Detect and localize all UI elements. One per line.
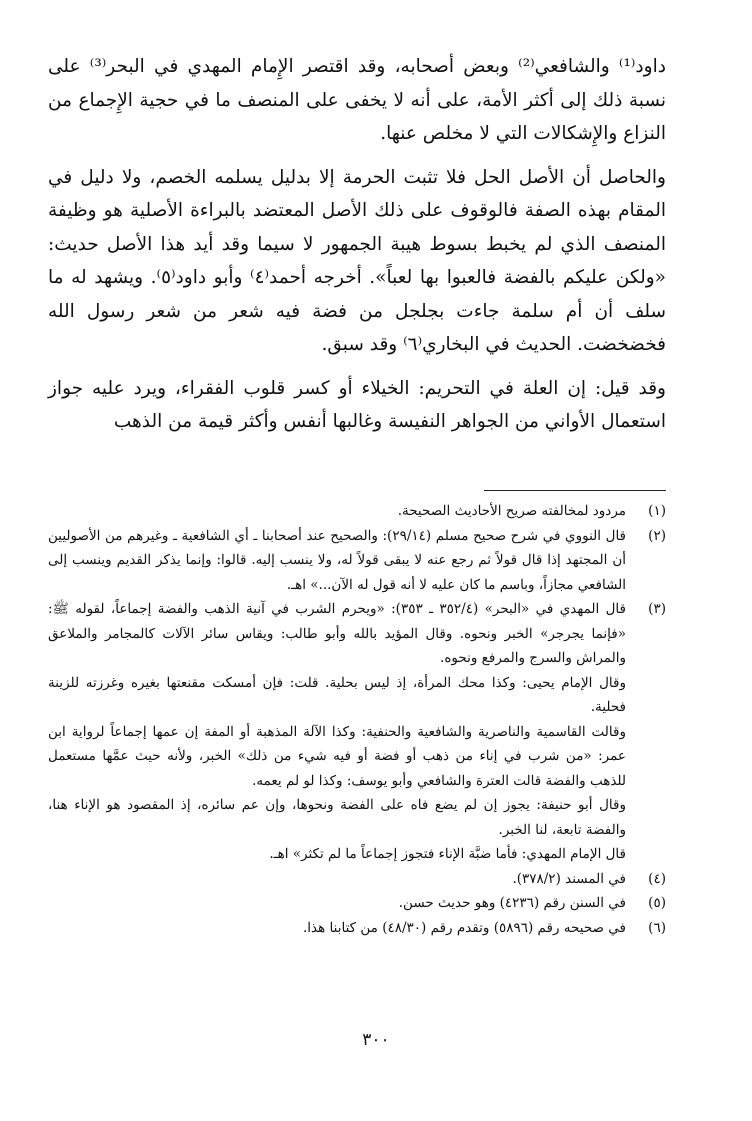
footnote (48, 597, 666, 867)
footnote-number: (٢) (648, 527, 666, 544)
footnote-number: (٥) (648, 895, 666, 911)
page-number: ٣٠٠ (362, 1030, 390, 1050)
footnote-number: (٣) (648, 601, 666, 617)
footnote (48, 891, 666, 916)
page (48, 50, 666, 940)
paragraph: داود⁽¹⁾ والشافعي⁽²⁾ وبعض أصحابه، وقد اقتصر الإِمام المهدي في البحر⁽³⁾ على نسبة ذلك إلى أكثر الأمة، على أنه لا يخفى على المنصف ما في حجية الإِجماع من النزاع والإِشكالات التي لا مخلص عنها. (48, 56, 666, 144)
paragraph: وقد قيل: إن العلة في التحريم: الخيلاء أو كسر قلوب الفقراء، ويرد عليه جواز استعمال الأواني من الجواهر النفيسة وغالبها أنفس وأكثر قيمة من الذهب (48, 377, 666, 432)
footnote (48, 916, 666, 941)
footnote-text: قال المهدي في «البحر» (٣٥٢/٤ ـ ٣٥٣): «ويحرم الشرب في آنية الذهب والفضة إجماعاً، لقوله ﷺ: «فإنما يجرجر» الخبر ونحوه. وقال المؤيد بالله وأبو طالب: ويقاس سائر الآلات كالمجامر والملاعق والمراش والسرج والمرفع ونحوه. (48, 601, 626, 666)
footnote (48, 524, 666, 598)
footnote-number: (١) (648, 503, 666, 519)
footnotes (48, 499, 666, 940)
footnote-text: قال الإمام المهدي: فأما ضبَّة الإناء فتجوز إجماعاً ما لم تكثر» اهـ. (269, 846, 626, 862)
footnote-text: وقال الإمام يحيى: وكذا محك المرأة، إذ ليس بحلية. قلت: فإن أمسكت مقنعتها بغيره وغرزته للزينة فحلية. (48, 674, 626, 715)
footnote-number: (٦) (648, 919, 666, 936)
footnote-text: وقالت القاسمية والناصرية والشافعية والحنفية: وكذا الآلة المذهبة أو المفة إن عمها إجماعاً لرواية ابن عمر: «من شرب في إناء من ذهب أو فضة أو فيه شيء من ذلك» الخبر، ولأنه حيث عمَّها مستعمل للذهب والفضة قالت العترة والشافعي وأبو يوسف: وكذا لو لم يعمه. (48, 723, 626, 789)
footnote-text: في المسند (٣٧٨/٢). (512, 870, 626, 887)
footnote-number: (٤) (648, 870, 666, 887)
footnote-text: قال النووي في شرح صحيح مسلم (٢٩/١٤): والصحيح عند أصحابنا ـ أي الشافعية ـ وغيرهم من الأصوليين أن المجتهد إذا قال قولاً ثم رجع عنه لا يبقى قولاً له، ولا ينسب إليه. قالوا: وإنما يذكر القديم وينسب إلى الشافعي مجازاً، وباسم ما كان عليه لا أنه قول له الآن...» اهـ. (48, 527, 627, 593)
footnote (48, 867, 666, 892)
footnote-text: في السنن رقم (٤٢٣٦) وهو حديث حسن. (398, 895, 626, 911)
paragraph: والحاصل أن الأصل الحل فلا تثبت الحرمة إلا بدليل يسلمه الخصم، ولا دليل في المقام بهذه الصفة فالوقوف على ذلك الأصل المعتضد بالبراءة الأصلية هو وظيفة المنصف الذي لم يخبط بسوط هيبة الجمهور لا سيما وقد أيد هذا الأصل حديث: «ولكن عليكم بالفضة فالعبوا بها لعباً». أخرجه أحمد⁽٤⁾ وأبو داود⁽٥⁾. ويشهد له ما سلف أن أم سلمة جاءت بجلجل من فضة فيه شعر من شعر رسول الله فخضخضت. الحديث في البخاري⁽٦⁾ وقد سبق. (48, 166, 666, 355)
main-text (48, 50, 666, 462)
footnote (48, 499, 666, 524)
footnote-text: وقال أبو حنيفة: يجوز إن لم يضع فاه على الفضة ونحوها، وإن عم سائره، إذ المقصود هو الإناء هنا، والفضة تابعة، لنا الخبر. (48, 797, 626, 838)
footnote-text: مردود لمخالفته صريح الأحاديث الصحيحة. (397, 503, 626, 519)
footnote-separator (484, 490, 666, 491)
footnote-text: في صحيحه رقم (٥٨٩٦) وتقدم رقم (٤٨/٣٠) من كتابنا هذا. (303, 919, 626, 936)
